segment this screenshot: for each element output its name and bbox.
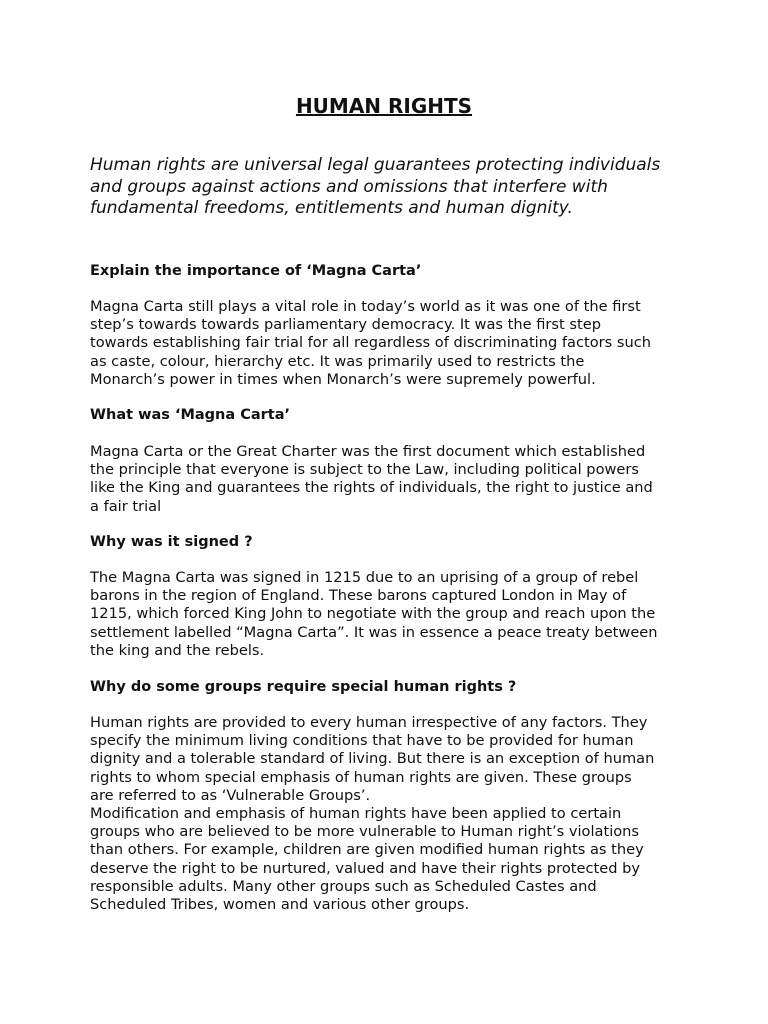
paragraph-line: Human rights are provided to every human irrespective of any factors. They [90, 714, 648, 731]
paragraph-line: the principle that everyone is subject to the Law, including political powers [90, 461, 640, 479]
section-paragraph-what [90, 443, 682, 516]
intro-paragraph: Human rights are universal legal guarantees protecting individuals and groups against actions and omissions that interfere with fundamental freedoms, entitlements and human dignity. [90, 155, 661, 218]
section-heading-importance: Explain the importance of ‘Magna Carta’ [90, 263, 422, 279]
paragraph-line: the king and the rebels. [90, 641, 265, 659]
paragraph-line: responsible adults. Many other groups such as Scheduled Castes and [90, 877, 597, 895]
section-paragraph-importance [90, 298, 682, 389]
paragraph-line: step’s towards towards parliamentary democracy. It was the first step [90, 316, 601, 334]
paragraph-line: than others. For example, children are given modified human rights as they [90, 841, 644, 859]
paragraph-line: settlement labelled “Magna Carta”. It was in essence a peace treaty between [90, 623, 658, 641]
document-title: HUMAN RIGHTS [295, 94, 473, 118]
paragraph-line: Scheduled Tribes, women and various other groups. [90, 896, 470, 914]
paragraph-line: a fair trial [90, 497, 162, 515]
section-heading-special-rights: Why do some groups require special human rights ? [90, 679, 517, 695]
paragraph-line: like the King and guarantees the rights of individuals, the right to justice and [90, 479, 653, 497]
paragraph-line: are referred to as ‘Vulnerable Groups’. [90, 786, 371, 804]
section-paragraph-special-rights [90, 714, 682, 914]
section-heading-why-signed: Why was it signed ? [90, 534, 253, 550]
paragraph-line: 1215, which forced King John to negotiate with the group and reach upon the [90, 605, 656, 623]
section-heading-what: What was ‘Magna Carta’ [90, 407, 290, 423]
paragraph-line: The Magna Carta was signed in 1215 due to an uprising of a group of rebel [90, 569, 639, 586]
paragraph-line: deserve the right to be nurtured, valued and have their rights protected by [90, 859, 641, 877]
paragraph-line: towards establishing fair trial for all regardless of discriminating factors such [90, 334, 652, 352]
paragraph-line: Magna Carta still plays a vital role in today’s world as it was one of the first [90, 298, 641, 315]
section-paragraph-why-signed [90, 569, 682, 660]
paragraph-line: specify the minimum living conditions that have to be provided for human [90, 732, 634, 750]
paragraph-line: Monarch’s power in times when Monarch’s were supremely powerful. [90, 370, 596, 388]
paragraph-line: Modification and emphasis of human rights have been applied to certain [90, 805, 622, 823]
paragraph-line: as caste, colour, hierarchy etc. It was primarily used to restricts the [90, 352, 585, 370]
paragraph-line: barons in the region of England. These barons captured London in May of [90, 587, 627, 605]
paragraph-line: rights to whom special emphasis of human rights are given. These groups [90, 768, 632, 786]
paragraph-line: Magna Carta or the Great Charter was the first document which established [90, 443, 646, 460]
paragraph-line: groups who are believed to be more vulnerable to Human right’s violations [90, 823, 640, 841]
paragraph-line: dignity and a tolerable standard of living. But there is an exception of human [90, 750, 655, 768]
